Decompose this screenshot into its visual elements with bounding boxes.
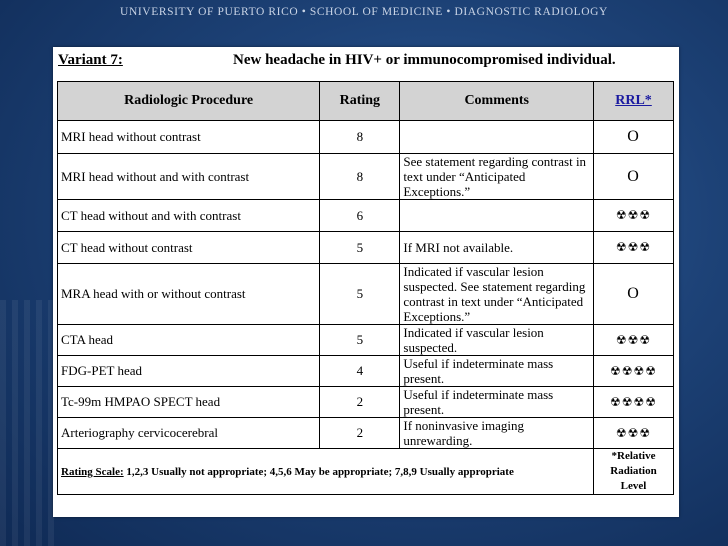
procedure-table xyxy=(57,81,674,495)
rrl-footnote-line1: *Relative xyxy=(611,450,656,462)
table-row xyxy=(58,387,674,418)
header-rating: Rating xyxy=(320,82,400,121)
header-comments: Comments xyxy=(400,82,594,121)
rating-cell: 8 xyxy=(320,154,400,200)
procedure-cell: Tc-99m HMPAO SPECT head xyxy=(58,387,320,418)
rrl-cell: ☢☢☢ xyxy=(594,232,674,264)
rrl-cell: O xyxy=(594,121,674,154)
rrl-cell: O xyxy=(594,154,674,200)
rating-scale-label: Rating Scale: xyxy=(61,465,124,478)
header-procedure: Radiologic Procedure xyxy=(58,82,320,121)
comments-cell: Indicated if vascular lesion suspected. See statement regarding contrast in text under “Anticipated Exceptions.” xyxy=(400,264,594,325)
rrl-cell: ☢☢☢ xyxy=(594,325,674,356)
table-header-row xyxy=(58,82,674,121)
comments-cell xyxy=(400,121,594,154)
table-row xyxy=(58,325,674,356)
rrl-footnote xyxy=(594,449,674,495)
comments-cell: Indicated if vascular lesion suspected. xyxy=(400,325,594,356)
rrl-link[interactable]: RRL* xyxy=(615,93,652,108)
procedure-cell: CTA head xyxy=(58,325,320,356)
procedure-cell: FDG-PET head xyxy=(58,356,320,387)
background-decoration xyxy=(0,300,60,546)
comments-cell: If MRI not available. xyxy=(400,232,594,264)
procedure-cell: MRI head without and with contrast xyxy=(58,154,320,200)
rrl-cell: ☢☢☢☢ xyxy=(594,356,674,387)
rating-scale-text: 1,2,3 Usually not appropriate; 4,5,6 May be appropriate; 7,8,9 Usually appropriate xyxy=(123,465,514,478)
rating-cell: 5 xyxy=(320,232,400,264)
rating-cell: 2 xyxy=(320,387,400,418)
header-banner: UNIVERSITY OF PUERTO RICO • SCHOOL OF MEDICINE • DIAGNOSTIC RADIOLOGY xyxy=(120,6,608,18)
table-row xyxy=(58,232,674,264)
comments-cell: Useful if indeterminate mass present. xyxy=(400,387,594,418)
rating-cell: 4 xyxy=(320,356,400,387)
rating-cell: 8 xyxy=(320,121,400,154)
procedure-cell: MRI head without contrast xyxy=(58,121,320,154)
rrl-cell: ☢☢☢ xyxy=(594,200,674,232)
procedure-cell: MRA head with or without contrast xyxy=(58,264,320,325)
comments-cell: See statement regarding contrast in text under “Anticipated Exceptions.” xyxy=(400,154,594,200)
header-rrl[interactable] xyxy=(594,82,674,121)
comments-cell: If noninvasive imaging unrewarding. xyxy=(400,418,594,449)
rrl-cell: ☢☢☢☢ xyxy=(594,387,674,418)
rating-cell: 5 xyxy=(320,264,400,325)
table-row xyxy=(58,418,674,449)
table-row xyxy=(58,264,674,325)
variant-label: Variant 7: xyxy=(58,52,123,68)
procedure-cell: Arteriography cervicocerebral xyxy=(58,418,320,449)
table-row xyxy=(58,154,674,200)
table-row xyxy=(58,356,674,387)
rrl-cell: O xyxy=(594,264,674,325)
slide-panel xyxy=(53,47,679,517)
rating-cell: 5 xyxy=(320,325,400,356)
rrl-footnote-line2: Radiation Level xyxy=(610,465,657,492)
table-row xyxy=(58,200,674,232)
rating-scale xyxy=(58,449,594,495)
table-footer-row xyxy=(58,449,674,495)
variant-title: New headache in HIV+ or immunocompromised individual. xyxy=(233,52,616,68)
rating-cell: 2 xyxy=(320,418,400,449)
comments-cell: Useful if indeterminate mass present. xyxy=(400,356,594,387)
comments-cell xyxy=(400,200,594,232)
rating-cell: 6 xyxy=(320,200,400,232)
table-row xyxy=(58,121,674,154)
procedure-cell: CT head without contrast xyxy=(58,232,320,264)
rrl-cell: ☢☢☢ xyxy=(594,418,674,449)
variant-heading xyxy=(57,52,673,74)
procedure-cell: CT head without and with contrast xyxy=(58,200,320,232)
